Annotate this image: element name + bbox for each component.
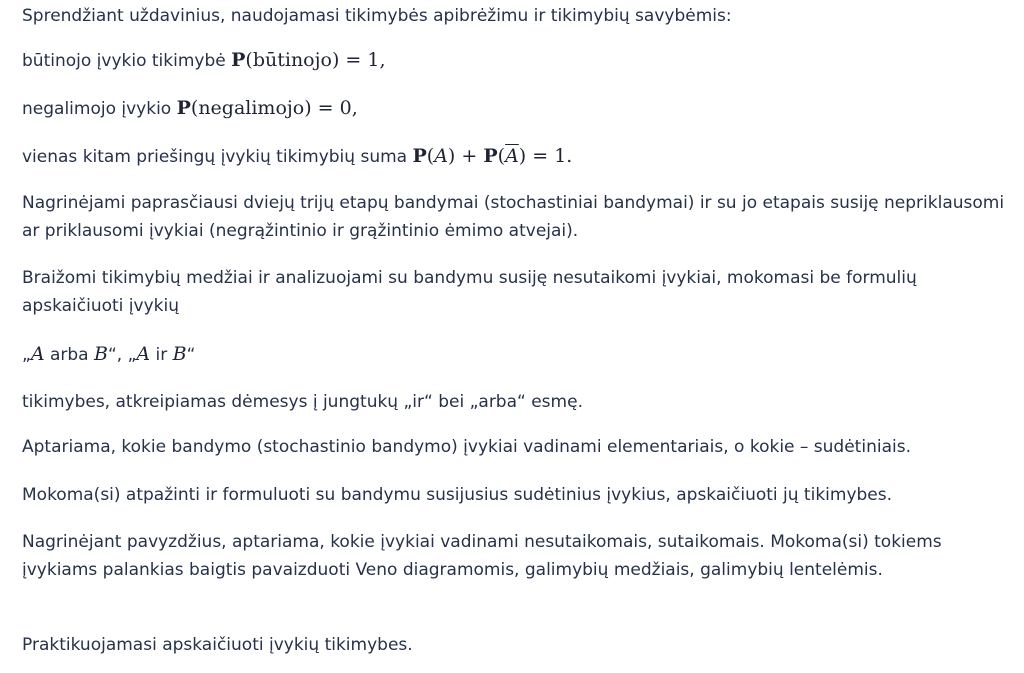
quote-separator: “, „: [107, 345, 137, 365]
event-a: A: [136, 343, 151, 365]
event-a: A: [30, 343, 45, 365]
probability-symbol: P: [412, 145, 427, 167]
practice-paragraph: Praktikuojamasi apskaičiuoti įvykių tikimybes.: [22, 635, 413, 655]
math-open-paren: (: [245, 49, 253, 71]
trees-paragraph: Braižomi tikimybių medžiai ir analizuojami su bandymu susiję nesutaikomi įvykiai, mokomasi be formulių apskaičiuoti įvykių: [22, 268, 917, 316]
probability-symbol: P: [483, 145, 498, 167]
impossible-event-arg: negalimojo: [198, 97, 305, 119]
venn-paragraph: Nagrinėjant pavyzdžius, aptariama, kokie įvykiai vadinami nesutaikomais, sutaikomais. Mokoma(si) tokiems įvykiams palankias baigtis pavaizduoti Veno diagramomis, galimybių medžiais, galimybių lentelėmis.: [22, 532, 942, 580]
math-equals-one: ) = 1.: [518, 145, 573, 167]
intro-paragraph: Sprendžiant uždavinius, naudojamasi tikimybės apibrėžimu ir tikimybių savybėmis:: [22, 6, 732, 26]
impossible-event-text: negalimojo įvykio: [22, 99, 177, 119]
certain-event-paragraph: [22, 46, 1007, 75]
quote-open: „: [22, 345, 31, 365]
event-b: B: [172, 343, 187, 365]
certain-event-arg: būtinojo: [252, 49, 332, 71]
compound-paragraph: Mokoma(si) atpažinti ir formuluoti su bandymu susijusius sudėtinius įvykius, apskaičiuoti jų tikimybes.: [22, 485, 893, 505]
math-open-paren: (: [426, 145, 435, 167]
elementary-paragraph: Aptariama, kokie bandymo (stochastinio bandymo) įvykiai vadinami elementariais, o kokie – sudėtiniais.: [22, 437, 911, 457]
conjunctions-paragraph: tikimybes, atkreipiamas dėmesys į jungtukų „ir“ bei „arba“ esmę.: [22, 392, 583, 412]
certain-event-text: būtinojo įvykio tikimybė: [22, 51, 232, 71]
event-a-complement: $\overline{A}$: [505, 145, 519, 167]
event-a: A: [434, 145, 448, 167]
math-open-paren: (: [497, 145, 506, 167]
impossible-event-paragraph: [22, 94, 1007, 123]
probability-symbol: P: [231, 49, 246, 71]
stages-paragraph: Nagrinėjami paprasčiausi dviejų trijų etapų bandymai (stochastiniai bandymai) ir su jo etapais susiję nepriklausomi ar priklausomi įvykiai (negrąžintinio ir grąžintinio ėmimo atvejai).: [22, 193, 1005, 241]
word-and: ir: [150, 345, 173, 365]
math-equals-zero: ) = 0,: [304, 97, 358, 119]
event-b: B: [93, 343, 108, 365]
complement-text: vienas kitam priešingų įvykių tikimybių suma: [22, 147, 413, 167]
word-or: arba: [44, 345, 94, 365]
and-or-paragraph: [22, 340, 1007, 369]
math-open-paren: (: [190, 97, 199, 119]
complement-paragraph: [22, 142, 1007, 171]
math-equals-one: ) = 1,: [331, 49, 386, 71]
math-plus: ) +: [447, 145, 484, 167]
quote-close: “: [186, 345, 196, 365]
probability-symbol: P: [176, 97, 191, 119]
